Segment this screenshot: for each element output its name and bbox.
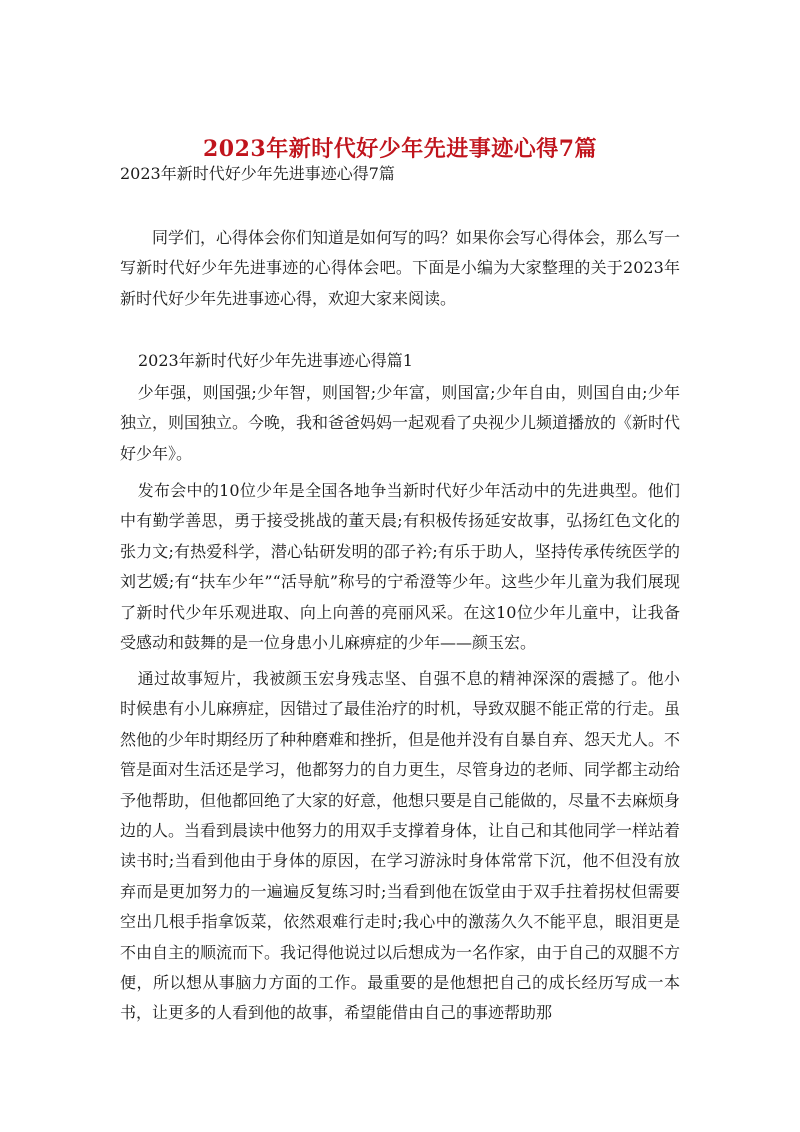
document-subtitle: 2023年新时代好少年先进事迹心得7篇 xyxy=(120,164,395,183)
document-title: 2023年新时代好少年先进事迹心得7篇 xyxy=(202,135,598,162)
body-paragraph: 通过故事短片，我被颜玉宏身残志坚、自强不息的精神深深的震撼了。他小时候患有小儿麻痹症，因错过了最佳治疗的时机，导致双腿不能正常的行走。虽然他的少年时期经历了种种磨难和挫折，但是他并没有自暴自弃、怨天尤人。不管是面对生活还是学习，他都努力的自力更生，尽管身边的老师、同学都主动给予他帮助，但他都回绝了大家的好意，他想只要是自己能做的，尽量不去麻烦身边的人。当看到晨读中他努力的用双手支撑着身体，让自己和其他同学一样站着读书时;当看到他由于身体的原因，在学习游泳时身体常常下沉，他不但没有放弃而是更加努力的一遍遍反复练习时;当看到他在饭堂由于双手拄着拐杖但需要空出几根手指拿饭菜，依然艰难行走时;我心中的激荡久久不能平息，眼泪更是不由自主的顺流而下。我记得他说过以后想成为一名作家，由于自己的双腿不方便，所以想从事脑力方面的工作。最重要的是他想把自己的成长经历写成一本书，让更多的人看到他的故事，希望能借由自己的事迹帮助那 xyxy=(120,669,681,1023)
body-paragraph: 发布会中的10位少年是全国各地争当新时代好少年活动中的先进典型。他们中有勤学善思，勇于接受挑战的董天晨;有积极传扬延安故事，弘扬红色文化的张力文;有热爱科学，潜心钻研发明的邵子衿;有乐于助人，坚持传承传统医学的刘艺媛;有“扶车少年”“活导航”称号的宁希澄等少年。这些少年儿童为我们展现了新时代少年乐观进取、向上向善的亮丽风采。在这10位少年儿童中，让我备受感动和鼓舞的是一位身患小儿麻痹症的少年——颜玉宏。 xyxy=(120,481,680,653)
section-heading: 2023年新时代好少年先进事迹心得篇1 xyxy=(138,351,413,370)
intro-paragraph: 同学们，心得体会你们知道是如何写的吗？如果你会写心得体会，那么写一写新时代好少年先进事迹的心得体会吧。下面是小编为大家整理的关于2023年新时代好少年先进事迹心得，欢迎大家来阅读。 xyxy=(120,228,681,308)
body-paragraph: 少年强，则国强;少年智，则国智;少年富，则国富;少年自由，则国自由;少年独立，则国独立。今晚，我和爸爸妈妈一起观看了央视少儿频道播放的《新时代好少年》。 xyxy=(120,383,681,463)
